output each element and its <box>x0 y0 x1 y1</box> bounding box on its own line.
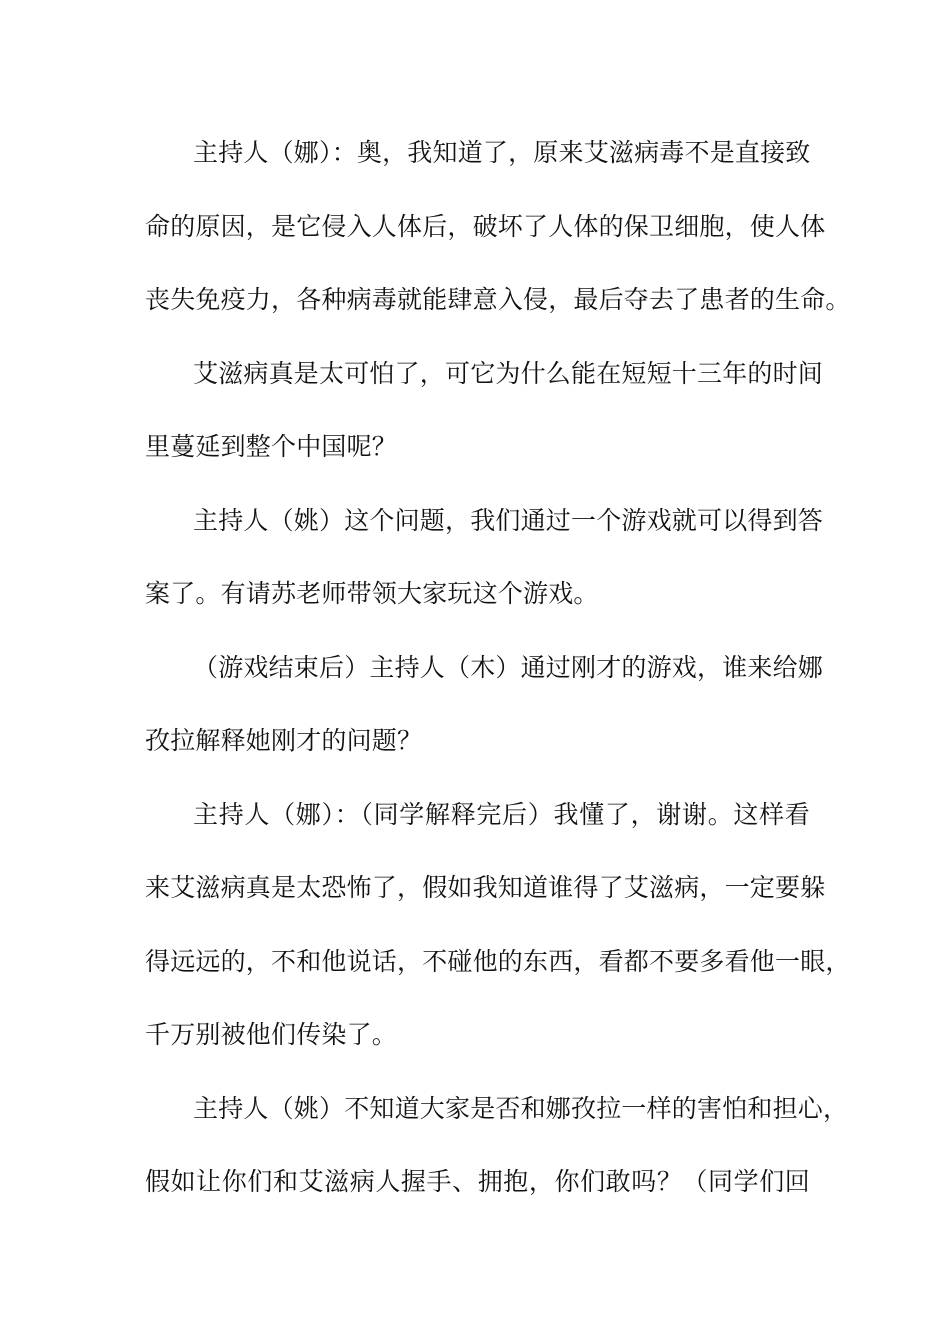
text-line: 千万别被他们传染了。 <box>145 1020 398 1049</box>
text-line: 案了。有请苏老师带领大家玩这个游戏。 <box>145 579 599 608</box>
text-line: 命的原因，是它侵入人体后，破坏了人体的保卫细胞，使人体 <box>145 211 826 241</box>
text-line: 来艾滋病真是太恐怖了，假如我知道谁得了艾滋病，一定要躲 <box>145 873 826 902</box>
text-line: 丧失免疫力，各种病毒就能肆意入侵，最后夺去了患者的生命。 <box>145 285 851 314</box>
text-line: 主持人（姚）这个问题，我们通过一个游戏就可以得到答 <box>193 505 824 535</box>
document-body <box>145 128 851 1231</box>
text-line: 得远远的，不和他说话，不碰他的东西，看都不要多看他一眼， <box>145 946 851 976</box>
text-line: （游戏结束后）主持人（木）通过刚才的游戏，谁来给娜 <box>193 652 824 682</box>
text-line: 主持人（娜）：（同学解释完后）我懂了，谢谢。这样看 <box>193 799 810 829</box>
text-line: 孜拉解释她刚才的问题？ <box>145 726 423 755</box>
text-line: 里蔓延到整个中国呢？ <box>145 432 398 461</box>
text-line: 主持人（娜）：奥，我知道了，原来艾滋病毒不是直接致 <box>193 138 811 167</box>
text-line: 假如让你们和艾滋病人握手、拥抱，你们敢吗？（同学们回 <box>145 1167 810 1196</box>
text-line: 艾滋病真是太可怕了，可它为什么能在短短十三年的时间 <box>193 358 824 388</box>
text-line: 主持人（姚）不知道大家是否和娜孜拉一样的害怕和担心， <box>193 1093 849 1123</box>
